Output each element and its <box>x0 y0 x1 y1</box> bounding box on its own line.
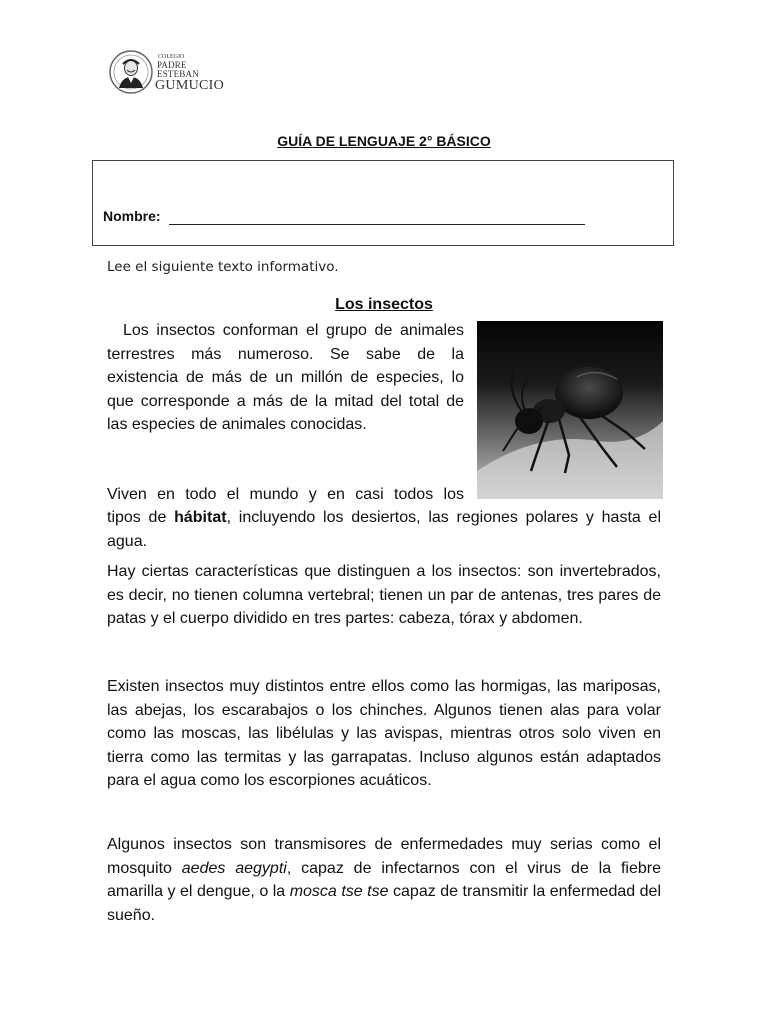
aedes-aegypti-term: aedes aegypti <box>181 859 287 877</box>
paragraph-2-pre: tipos de <box>107 509 175 526</box>
school-name-mid: PADRE ESTEBAN <box>157 60 199 79</box>
name-label: Nombre: <box>103 208 161 224</box>
ant-illustration <box>477 321 663 499</box>
paragraph-4: Existen insectos muy distintos entre ellos como las hormigas, las mariposas, las abejas, los escarabajos o los chinches. Algunos tienen alas para volar como las moscas, las libélulas y las avispas, mientras otros solo viven en tierra como las termitas y las garrapatas. Incluso algunos están adaptados para el agua como los escorpiones acuáticos. <box>107 678 661 789</box>
paragraph-5-a: Algunos insectos son transmisores de enfermedades muy serias como el mosquito <box>107 836 661 877</box>
habitat-term: hábitat <box>174 509 227 526</box>
name-field[interactable] <box>169 224 585 225</box>
section-title: Los insectos <box>335 296 433 313</box>
paragraph-5 <box>107 833 661 927</box>
document-title: GUÍA DE LENGUAJE 2° BÁSICO <box>277 133 491 149</box>
school-name <box>155 54 228 93</box>
mosca-tse-tse-term: mosca tse tse <box>289 883 389 900</box>
paragraph-5-c: capaz de transmitir la enfermedad del sueño. <box>107 883 662 924</box>
school-crest-portrait-icon <box>108 48 154 96</box>
ant-photo <box>477 321 663 499</box>
name-box <box>92 160 674 246</box>
instruction-text: Lee el siguiente texto informativo. <box>107 259 339 275</box>
paragraph-1: Los insectos conforman el grupo de animales terrestres más numeroso. Se sabe de la existencia de más de un millón de especies, lo que corresponde a más de la mitad del total de las especies de animales conocidas. <box>107 322 464 433</box>
paragraph-2-rest <box>107 506 661 553</box>
school-logo <box>108 48 228 98</box>
paragraph-3: Hay ciertas características que distinguen a los insectos: son invertebrados, es decir, no tienen columna vertebral; tienen un par de antenas, tres pares de patas y el cuerpo dividido en tres partes: cabeza, tórax y abdomen. <box>107 563 661 627</box>
paragraph-5-b: , capaz de infectarnos con el virus de la fiebre amarilla y el dengue, o la <box>107 859 661 900</box>
paragraph-2-line-1: Viven en todo el mundo y en casi todos los <box>107 486 464 503</box>
school-name-big: GUMUCIO <box>155 78 224 93</box>
paragraph-2-post: , incluyendo los desiertos, las regiones polares y hasta el agua. <box>107 509 662 550</box>
school-name-small: COLEGIO <box>158 54 185 60</box>
